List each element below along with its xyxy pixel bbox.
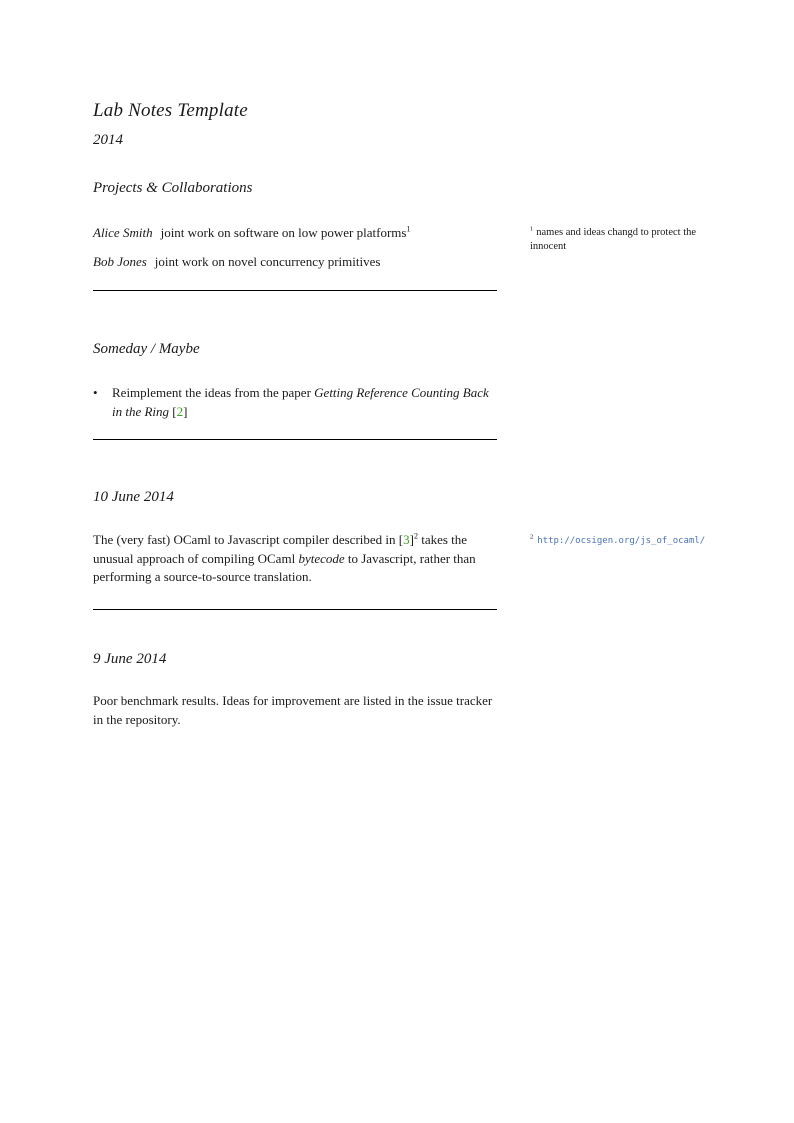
collaboration-description: joint work on novel concurrency primitives	[154, 254, 381, 269]
paragraph-text: The (very fast) OCaml to Javascript compiler described in [	[93, 532, 404, 547]
doc-subtitle-year: 2014	[93, 132, 123, 148]
section-divider	[93, 439, 497, 440]
collaborator-name: Alice Smith	[93, 225, 153, 240]
todo-list-item	[93, 384, 499, 421]
section-heading-someday: Someday / Maybe	[93, 341, 200, 357]
project-entry-bob	[93, 253, 499, 271]
entry-paragraph-10-june	[93, 531, 499, 587]
project-entry-alice	[93, 224, 499, 242]
sidenote-mark: 1	[530, 225, 534, 233]
paper-title: Getting Reference Counting Back in the Ring	[112, 385, 489, 419]
todo-text	[112, 384, 499, 421]
collaborator-name: Bob Jones	[93, 254, 147, 269]
citation-bracket-open: [	[169, 403, 177, 419]
section-divider	[93, 609, 497, 610]
entry-paragraph-9-june: Poor benchmark results. Ideas for improvement are listed in the issue tracker in the repository.	[93, 693, 493, 727]
footnote-mark-1: 1	[406, 224, 411, 234]
collaboration-description: joint work on software on low power platforms	[160, 225, 407, 240]
todo-text-prefix: Reimplement the ideas from the paper	[112, 385, 315, 400]
sidenote-2	[530, 534, 712, 548]
citation-bracket-close: ]	[183, 403, 188, 419]
section-divider	[93, 290, 497, 291]
citation-link-2[interactable]: 2	[176, 403, 184, 419]
emphasized-word: bytecode	[298, 550, 345, 566]
entry-heading-9-june: 9 June 2014	[93, 651, 167, 667]
citation-link-3[interactable]: 3	[403, 532, 410, 547]
sidenote-text: names and ideas changd to protect the innocent	[530, 227, 697, 252]
sidenote-mark: 2	[530, 533, 534, 541]
paragraph-text: takes the unusual approach of compiling OCaml	[93, 532, 468, 566]
entry-heading-10-june: 10 June 2014	[93, 489, 174, 505]
sidenote-1	[530, 226, 712, 253]
citation-bracket-close: ]	[409, 532, 414, 547]
section-heading-projects: Projects & Collaborations	[93, 180, 253, 196]
paragraph-text: to Javascript, rather than performing a source-to-source translation.	[93, 550, 476, 585]
doc-title: Lab Notes Template	[93, 100, 248, 121]
footnote-mark-2: 2	[413, 531, 418, 541]
bullet-marker: •	[93, 385, 98, 400]
sidenote-url-link[interactable]: http://ocsigen.org/js_of_ocaml/	[537, 536, 706, 546]
